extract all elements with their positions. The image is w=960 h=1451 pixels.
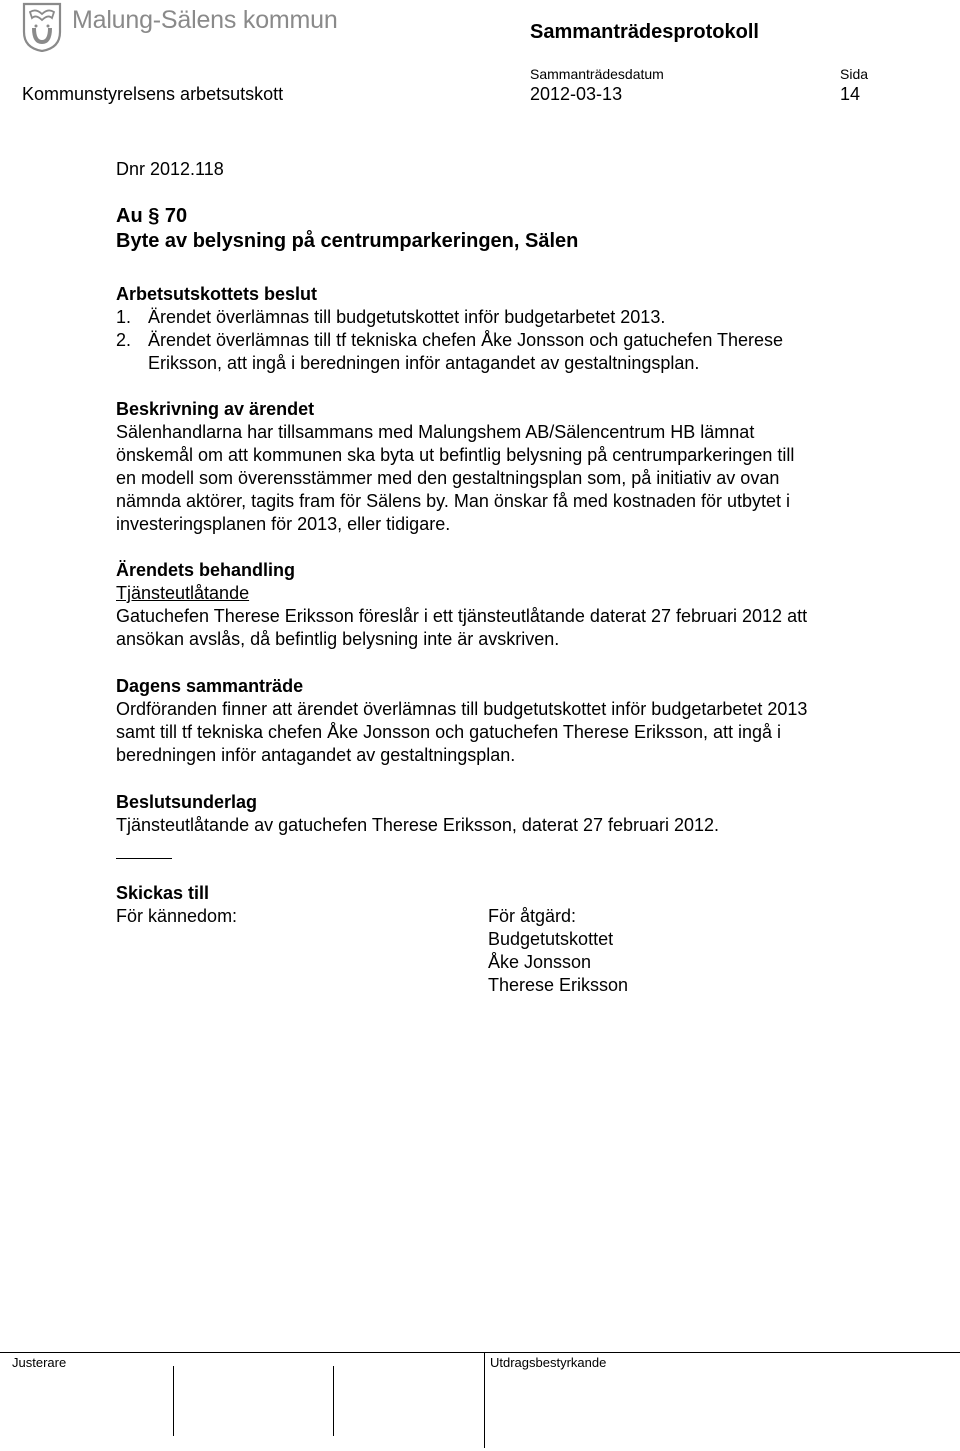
paragraph-line: en modell som överensstämmer med den gestaltningsplan som, på initiativ av ovan: [116, 468, 780, 488]
for-action-list: [488, 905, 888, 997]
certifier-label: Utdragsbestyrkande: [490, 1355, 607, 1370]
decision-section: [116, 283, 896, 375]
meeting-date-label: Sammanträdesdatum: [530, 66, 664, 82]
section-heading: Beslutsunderlag: [116, 792, 258, 812]
matter-title: Byte av belysning på centrumparkeringen, Sälen: [116, 230, 579, 252]
section-subheading: Tjänsteutlåtande: [116, 583, 250, 603]
recipient: Therese Eriksson: [488, 975, 629, 995]
decision-item-text: Ärendet överlämnas till tf tekniska chefen Åke Jonsson och gatuchefen Therese: [148, 330, 784, 350]
paragraph-line: nämnda aktörer, tagits fram för Sälens by. Man önskar få med kostnaden för utbytet i: [116, 491, 791, 511]
committee-name: Kommunstyrelsens arbetsutskott: [22, 84, 284, 104]
for-action-label: För åtgärd:: [488, 906, 577, 926]
document-type: Sammanträdesprotokoll: [530, 21, 759, 43]
section-heading: Dagens sammanträde: [116, 676, 304, 696]
section-heading: Arbetsutskottets beslut: [116, 284, 318, 304]
municipality-name: Malung-Sälens kommun: [72, 6, 338, 34]
paragraph-line: Gatuchefen Therese Eriksson föreslår i ett tjänsteutlåtande daterat 27 februari 2012 att: [116, 606, 808, 626]
decision-item: [116, 329, 896, 375]
decision-item: [116, 306, 896, 329]
paragraph-line: önskemål om att kommunen ska byta ut befintlig belysning på centrumparkeringen till: [116, 445, 795, 465]
paragraph-line: Sälenhandlarna har tillsammans med Malungshem AB/Sälencentrum HB lämnat: [116, 422, 755, 442]
section-heading: Ärendets behandling: [116, 560, 296, 580]
decision-basis-section: [116, 791, 896, 837]
diary-number: Dnr 2012.118: [116, 159, 224, 179]
meeting-date: 2012-03-13: [530, 84, 623, 104]
decision-item-text: Ärendet överlämnas till budgetutskottet inför budgetarbetet 2013.: [148, 307, 666, 327]
section-heading: Skickas till: [116, 883, 210, 903]
signature-box-divider: [333, 1366, 334, 1436]
adjusters-label: Justerare: [12, 1355, 67, 1370]
decision-item-number: 1.: [116, 307, 132, 327]
paragraph-line: samt till tf tekniska chefen Åke Jonsson och gatuchefen Therese Eriksson, att ingå i: [116, 722, 782, 742]
section-heading: Beskrivning av ärendet: [116, 399, 315, 419]
signature-box-divider: [484, 1352, 485, 1448]
decision-item-text: Eriksson, att ingå i beredningen inför antagandet av gestaltningsplan.: [148, 353, 700, 373]
separator-line: [116, 858, 172, 859]
paragraph-line: ansökan avslås, då befintlig belysning inte är avskriven.: [116, 629, 560, 649]
handling-section: [116, 559, 896, 651]
for-info-label: För kännedom:: [116, 906, 238, 926]
paragraph-line: investeringsplanen för 2013, eller tidigare.: [116, 514, 451, 534]
municipality-logo-icon: [22, 2, 62, 52]
page-number: 14: [840, 84, 861, 104]
paragraph-number: Au § 70: [116, 205, 188, 227]
decision-item-number: 2.: [116, 330, 132, 350]
decision-list: [116, 306, 896, 375]
page-label: Sida: [840, 66, 869, 82]
paragraph-line: Tjänsteutlåtande av gatuchefen Therese Eriksson, daterat 27 februari 2012.: [116, 815, 720, 835]
description-section: [116, 398, 896, 536]
paragraph-line: beredningen inför antagandet av gestaltningsplan.: [116, 745, 516, 765]
todays-meeting-section: [116, 675, 896, 767]
footer-rule: [0, 1352, 960, 1353]
recipient: Åke Jonsson: [488, 952, 592, 972]
signature-box-divider: [173, 1366, 174, 1436]
recipient: Budgetutskottet: [488, 929, 614, 949]
paragraph-line: Ordföranden finner att ärendet överlämnas till budgetutskottet inför budgetarbetet 2013: [116, 699, 808, 719]
